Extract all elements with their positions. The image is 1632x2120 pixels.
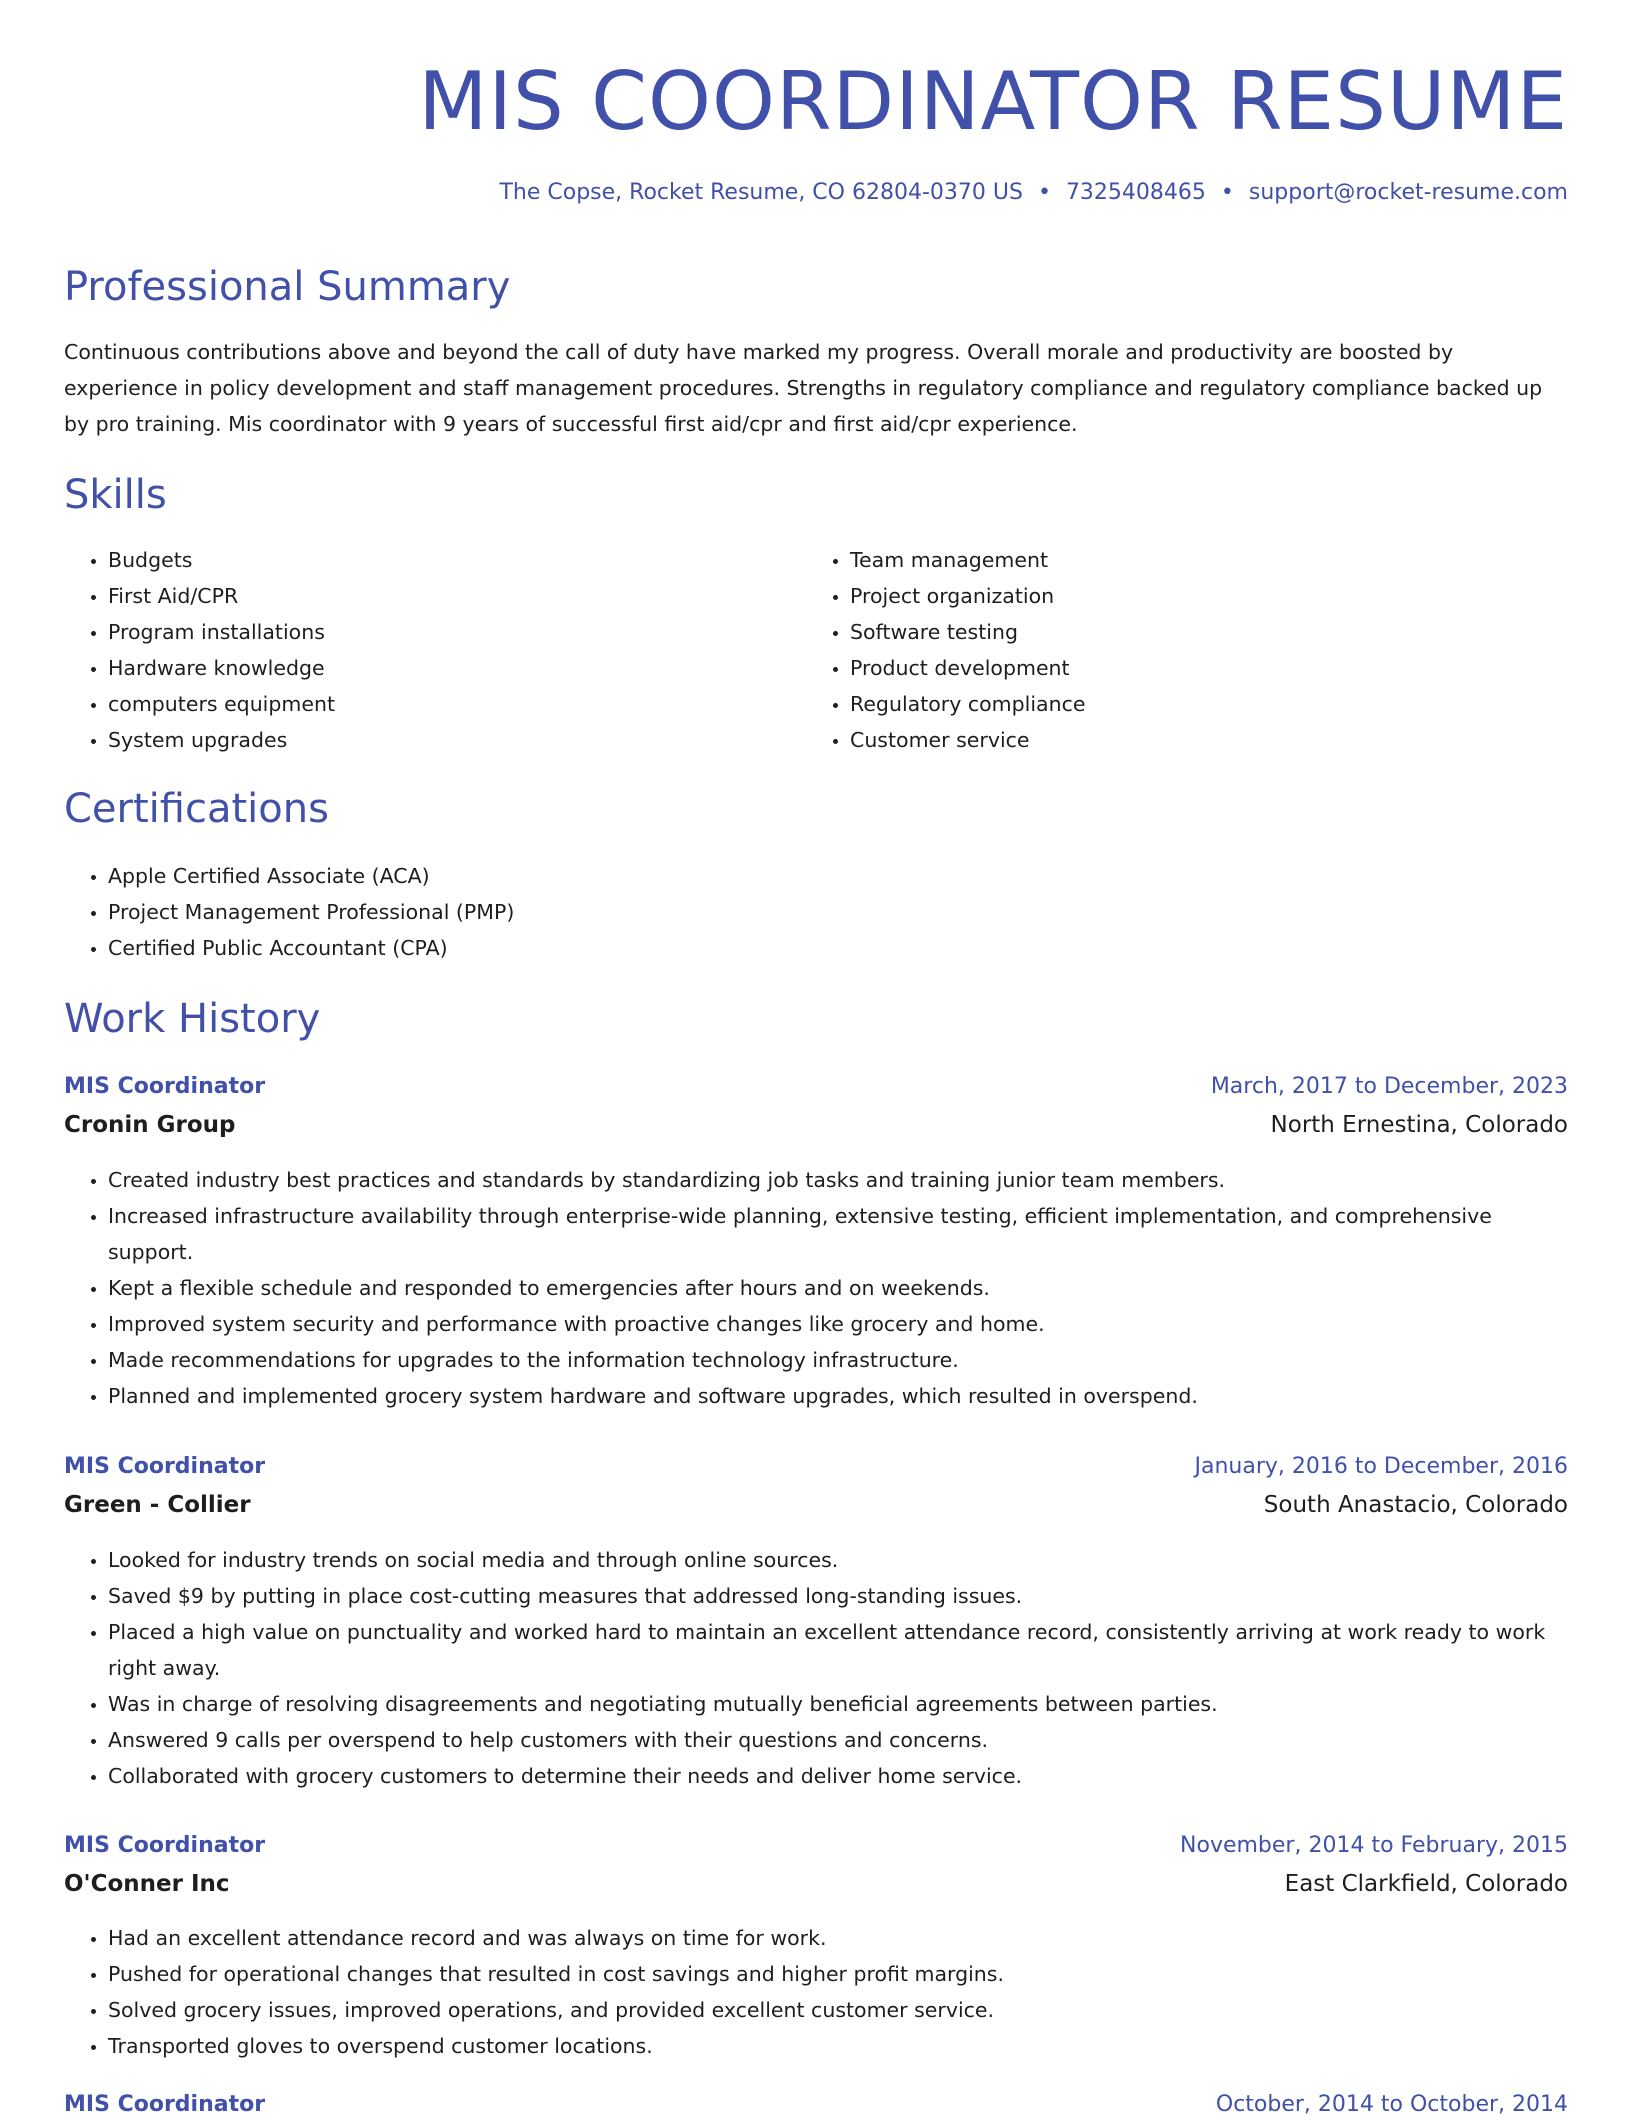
job-title: MIS Coordinator xyxy=(64,2092,266,2117)
job-bullet: • Had an excellent attendance record and was always on time for work. xyxy=(108,1920,1568,1956)
job-bullet: • Transported gloves to overspend customer locations. xyxy=(108,2028,1568,2064)
job-dates: October, 2014 to October, 2014 xyxy=(1215,2092,1568,2117)
job-bullet: • Kept a flexible schedule and responded to emergencies after hours and on weekends. xyxy=(108,1270,1568,1306)
job-bullet: • Was in charge of resolving disagreements and negotiating mutually beneficial agreements between parties. xyxy=(108,1686,1568,1722)
job-bullet: • Planned and implemented grocery system hardware and software upgrades, which resulted in overspend. xyxy=(108,1378,1568,1414)
job-bullet: • Placed a high value on punctuality and worked hard to maintain an excellent attendance record, consistently arriving at work ready to work right away. xyxy=(108,1614,1568,1686)
job-bullets xyxy=(64,1162,1568,1414)
job-company: Cronin Group xyxy=(64,1112,236,1138)
job-dates: November, 2014 to February, 2015 xyxy=(1180,1833,1568,1858)
skill-item: • Project organization xyxy=(850,578,1550,614)
job-company: Green - Collier xyxy=(64,1492,251,1518)
skill-item: • Software testing xyxy=(850,614,1550,650)
skills-heading: Skills xyxy=(64,472,167,518)
skills-list-right xyxy=(806,542,1550,758)
job-title: MIS Coordinator xyxy=(64,1833,266,1858)
job-bullet: • Answered 9 calls per overspend to help customers with their questions and concerns. xyxy=(108,1722,1568,1758)
contact-email: support@rocket-resume.com xyxy=(1248,180,1568,205)
skill-item: • Customer service xyxy=(850,722,1550,758)
job-location: South Anastacio, Colorado xyxy=(1263,1492,1568,1518)
contact-phone: 7325408465 xyxy=(1065,180,1206,205)
job-bullet: • Made recommendations for upgrades to the information technology infrastructure. xyxy=(108,1342,1568,1378)
skill-item: • Team management xyxy=(850,542,1550,578)
contact-line xyxy=(499,178,1568,208)
skill-item: • Regulatory compliance xyxy=(850,686,1550,722)
certification-item: • Project Management Professional (PMP) xyxy=(108,894,1568,930)
job-location: North Ernestina, Colorado xyxy=(1270,1112,1568,1138)
resume-title: MIS COORDINATOR RESUME xyxy=(418,55,1568,148)
job-bullet: • Pushed for operational changes that resulted in cost savings and higher profit margins. xyxy=(108,1956,1568,1992)
job-dates: January, 2016 to December, 2016 xyxy=(1194,1454,1568,1479)
certification-item: • Apple Certified Associate (ACA) xyxy=(108,858,1568,894)
certification-item: • Certified Public Accountant (CPA) xyxy=(108,930,1568,966)
job-bullet: • Saved $9 by putting in place cost-cutting measures that addressed long-standing issues. xyxy=(108,1578,1568,1614)
skill-item: • System upgrades xyxy=(108,722,808,758)
job-company: O'Conner Inc xyxy=(64,1871,230,1897)
contact-address: The Copse, Rocket Resume, CO 62804-0370 US xyxy=(499,180,1023,205)
skills-list-left xyxy=(64,542,808,758)
skill-item: • Product development xyxy=(850,650,1550,686)
job-bullets xyxy=(64,1920,1568,2064)
certifications-list xyxy=(64,858,1568,966)
skill-item: • Hardware knowledge xyxy=(108,650,808,686)
job-bullet: • Looked for industry trends on social media and through online sources. xyxy=(108,1542,1568,1578)
skill-item: • Budgets xyxy=(108,542,808,578)
contact-separator: • xyxy=(1037,180,1051,205)
job-bullet: • Collaborated with grocery customers to determine their needs and deliver home service. xyxy=(108,1758,1568,1794)
skill-item: • First Aid/CPR xyxy=(108,578,808,614)
certifications-heading: Certifications xyxy=(64,786,329,832)
job-location: East Clarkfield, Colorado xyxy=(1284,1871,1568,1897)
skill-item: • Program installations xyxy=(108,614,808,650)
work-history-heading: Work History xyxy=(64,996,321,1042)
job-bullet: • Improved system security and performance with proactive changes like grocery and home. xyxy=(108,1306,1568,1342)
job-bullets xyxy=(64,1542,1568,1794)
summary-text: Continuous contributions above and beyond the call of duty have marked my progress. Overall morale and productivity are boosted by experience in policy development and staff management procedures. Strengths in regulatory compliance and regulatory compliance backed up by pro training. Mis coordinator with 9 years of successful first aid/cpr and first aid/cpr experience. xyxy=(64,340,1543,436)
job-title: MIS Coordinator xyxy=(64,1454,266,1479)
job-bullet: • Increased infrastructure availability through enterprise-wide planning, extensive testing, efficient implementation, and comprehensive support. xyxy=(108,1198,1568,1270)
contact-separator: • xyxy=(1220,180,1234,205)
job-bullet: • Created industry best practices and standards by standardizing job tasks and training junior team members. xyxy=(108,1162,1568,1198)
summary-heading: Professional Summary xyxy=(64,264,511,310)
job-title: MIS Coordinator xyxy=(64,1074,266,1099)
job-dates: March, 2017 to December, 2023 xyxy=(1210,1074,1568,1099)
job-bullet: • Solved grocery issues, improved operations, and provided excellent customer service. xyxy=(108,1992,1568,2028)
skill-item: • computers equipment xyxy=(108,686,808,722)
